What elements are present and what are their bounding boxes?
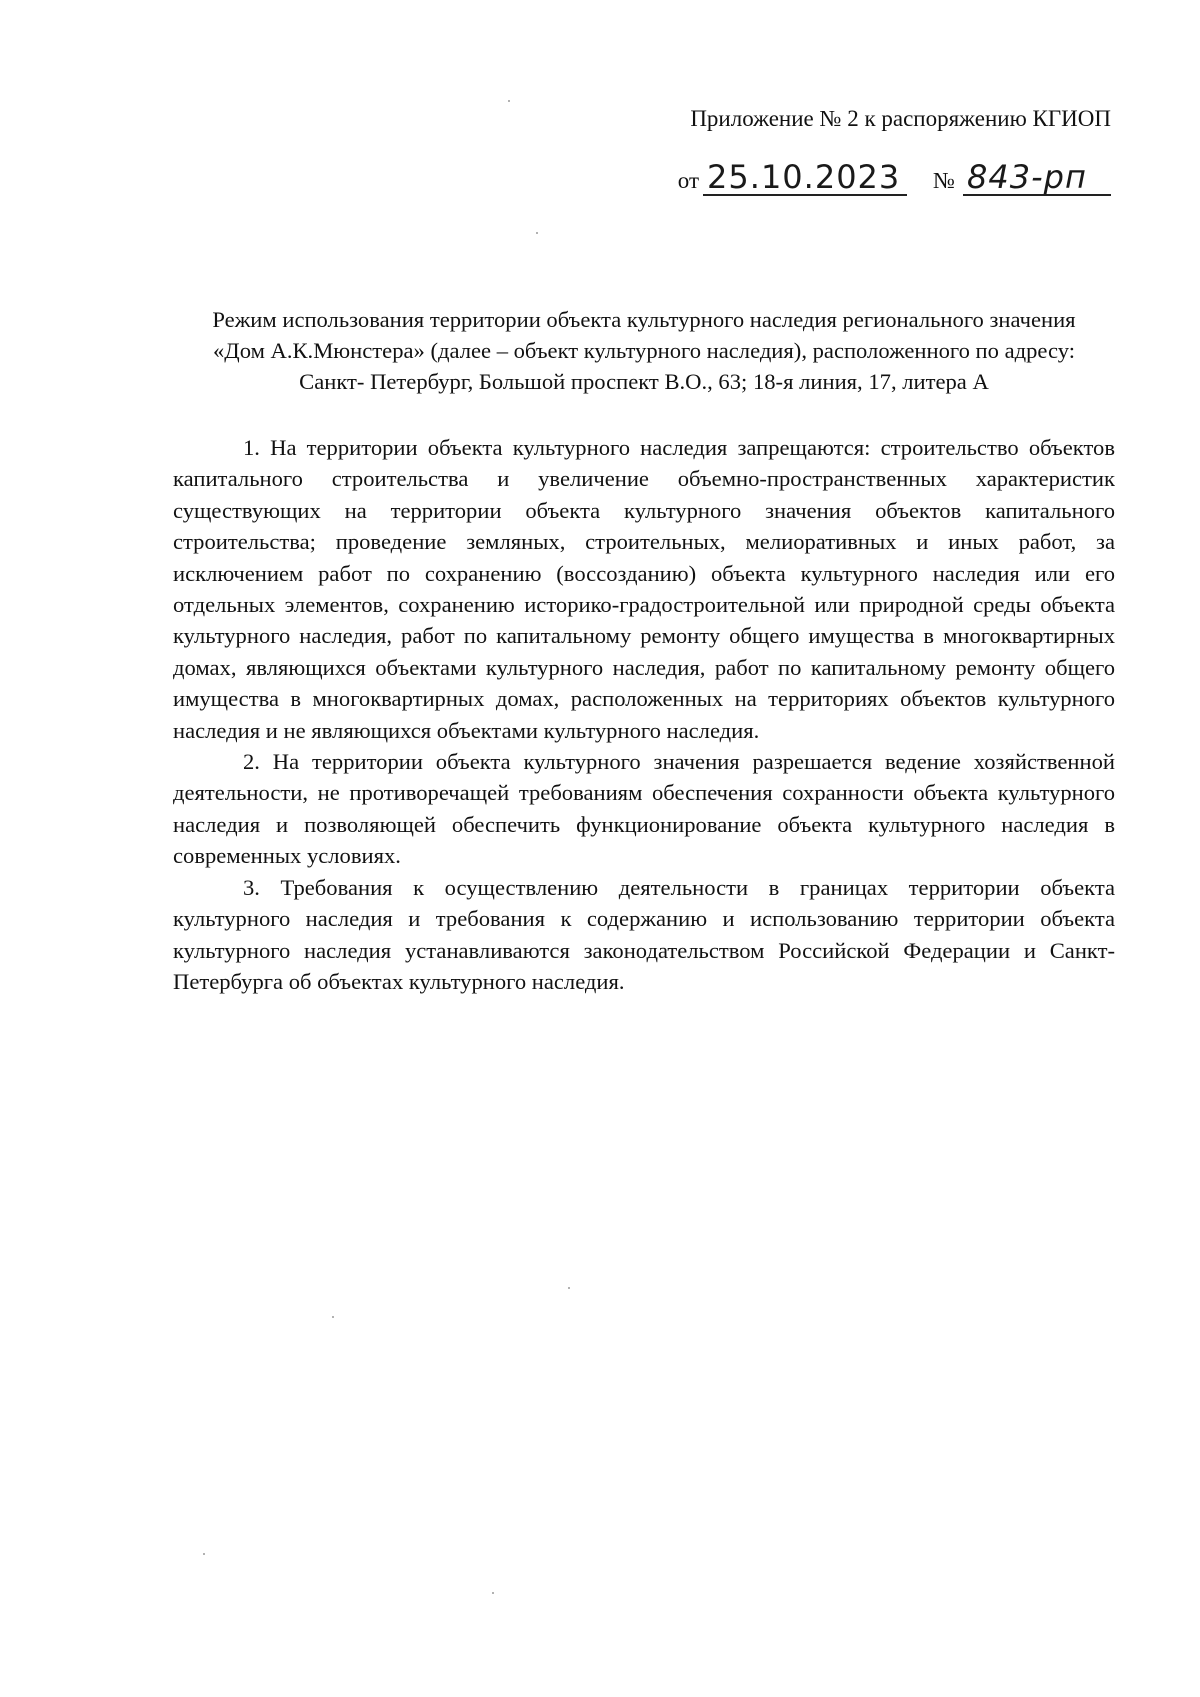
document-body (173, 432, 1115, 997)
title-line: Санкт- Петербург, Большой проспект В.О., 63; 18-я линия, 17, литера А (299, 369, 989, 394)
handwritten-number: 843-рп (963, 160, 1111, 196)
scan-speck (508, 100, 510, 102)
scan-speck (332, 1316, 334, 1318)
scan-speck (568, 1287, 570, 1289)
number-prefix: № (933, 168, 955, 193)
handwritten-date: 25.10.2023 (703, 160, 907, 196)
paragraph-1: 1. На территории объекта культурного наследия запрещаются: строительство объектов капитального строительства и увеличение объемно-пространственных характеристик существующих на территории объекта культурного значения объектов капитального строительства; проведение земляных, строительных, мелиоративных и иных работ, за исключением работ по сохранению (воссозданию) объекта культурного наследия или его отдельных элементов, сохранению историко-градостроительной или природной среды объекта культурного наследия, работ по капитальному ремонту общего имущества в многоквартирных домах, являющихся объектами культурного наследия, работ по капитальному ремонту общего имущества в многоквартирных домах, расположенных на территориях объектов культурного наследия и не являющихся объектами культурного наследия. (173, 435, 1115, 743)
title-line: Режим использования территории объекта культурного наследия регионального значения (212, 307, 1076, 332)
date-prefix: от (677, 168, 700, 193)
annex-heading: Приложение № 2 к распоряжению КГИОП (690, 106, 1111, 131)
title-line: «Дом А.К.Мюнстера» (далее – объект культурного наследия), расположенного по адресу: (213, 338, 1075, 363)
order-reference (678, 160, 1111, 196)
scan-speck (536, 232, 538, 234)
scan-speck (203, 1553, 205, 1555)
scan-speck (492, 1592, 494, 1594)
paragraph-2: 2. На территории объекта культурного значения разрешается ведение хозяйственной деятельности, не противоречащей требованиям обеспечения сохранности объекта культурного наследия и позволяющей обеспечить функционирование объекта культурного наследия в современных условиях. (173, 749, 1115, 869)
paragraph-3: 3. Требования к осуществлению деятельности в границах территории объекта культурного наследия и требования к содержанию и использованию территории объекта культурного наследия устанавливаются законодательством Российской Федерации и Санкт-Петербурга об объектах культурного наследия. (173, 874, 1115, 994)
document-title (170, 304, 1118, 397)
